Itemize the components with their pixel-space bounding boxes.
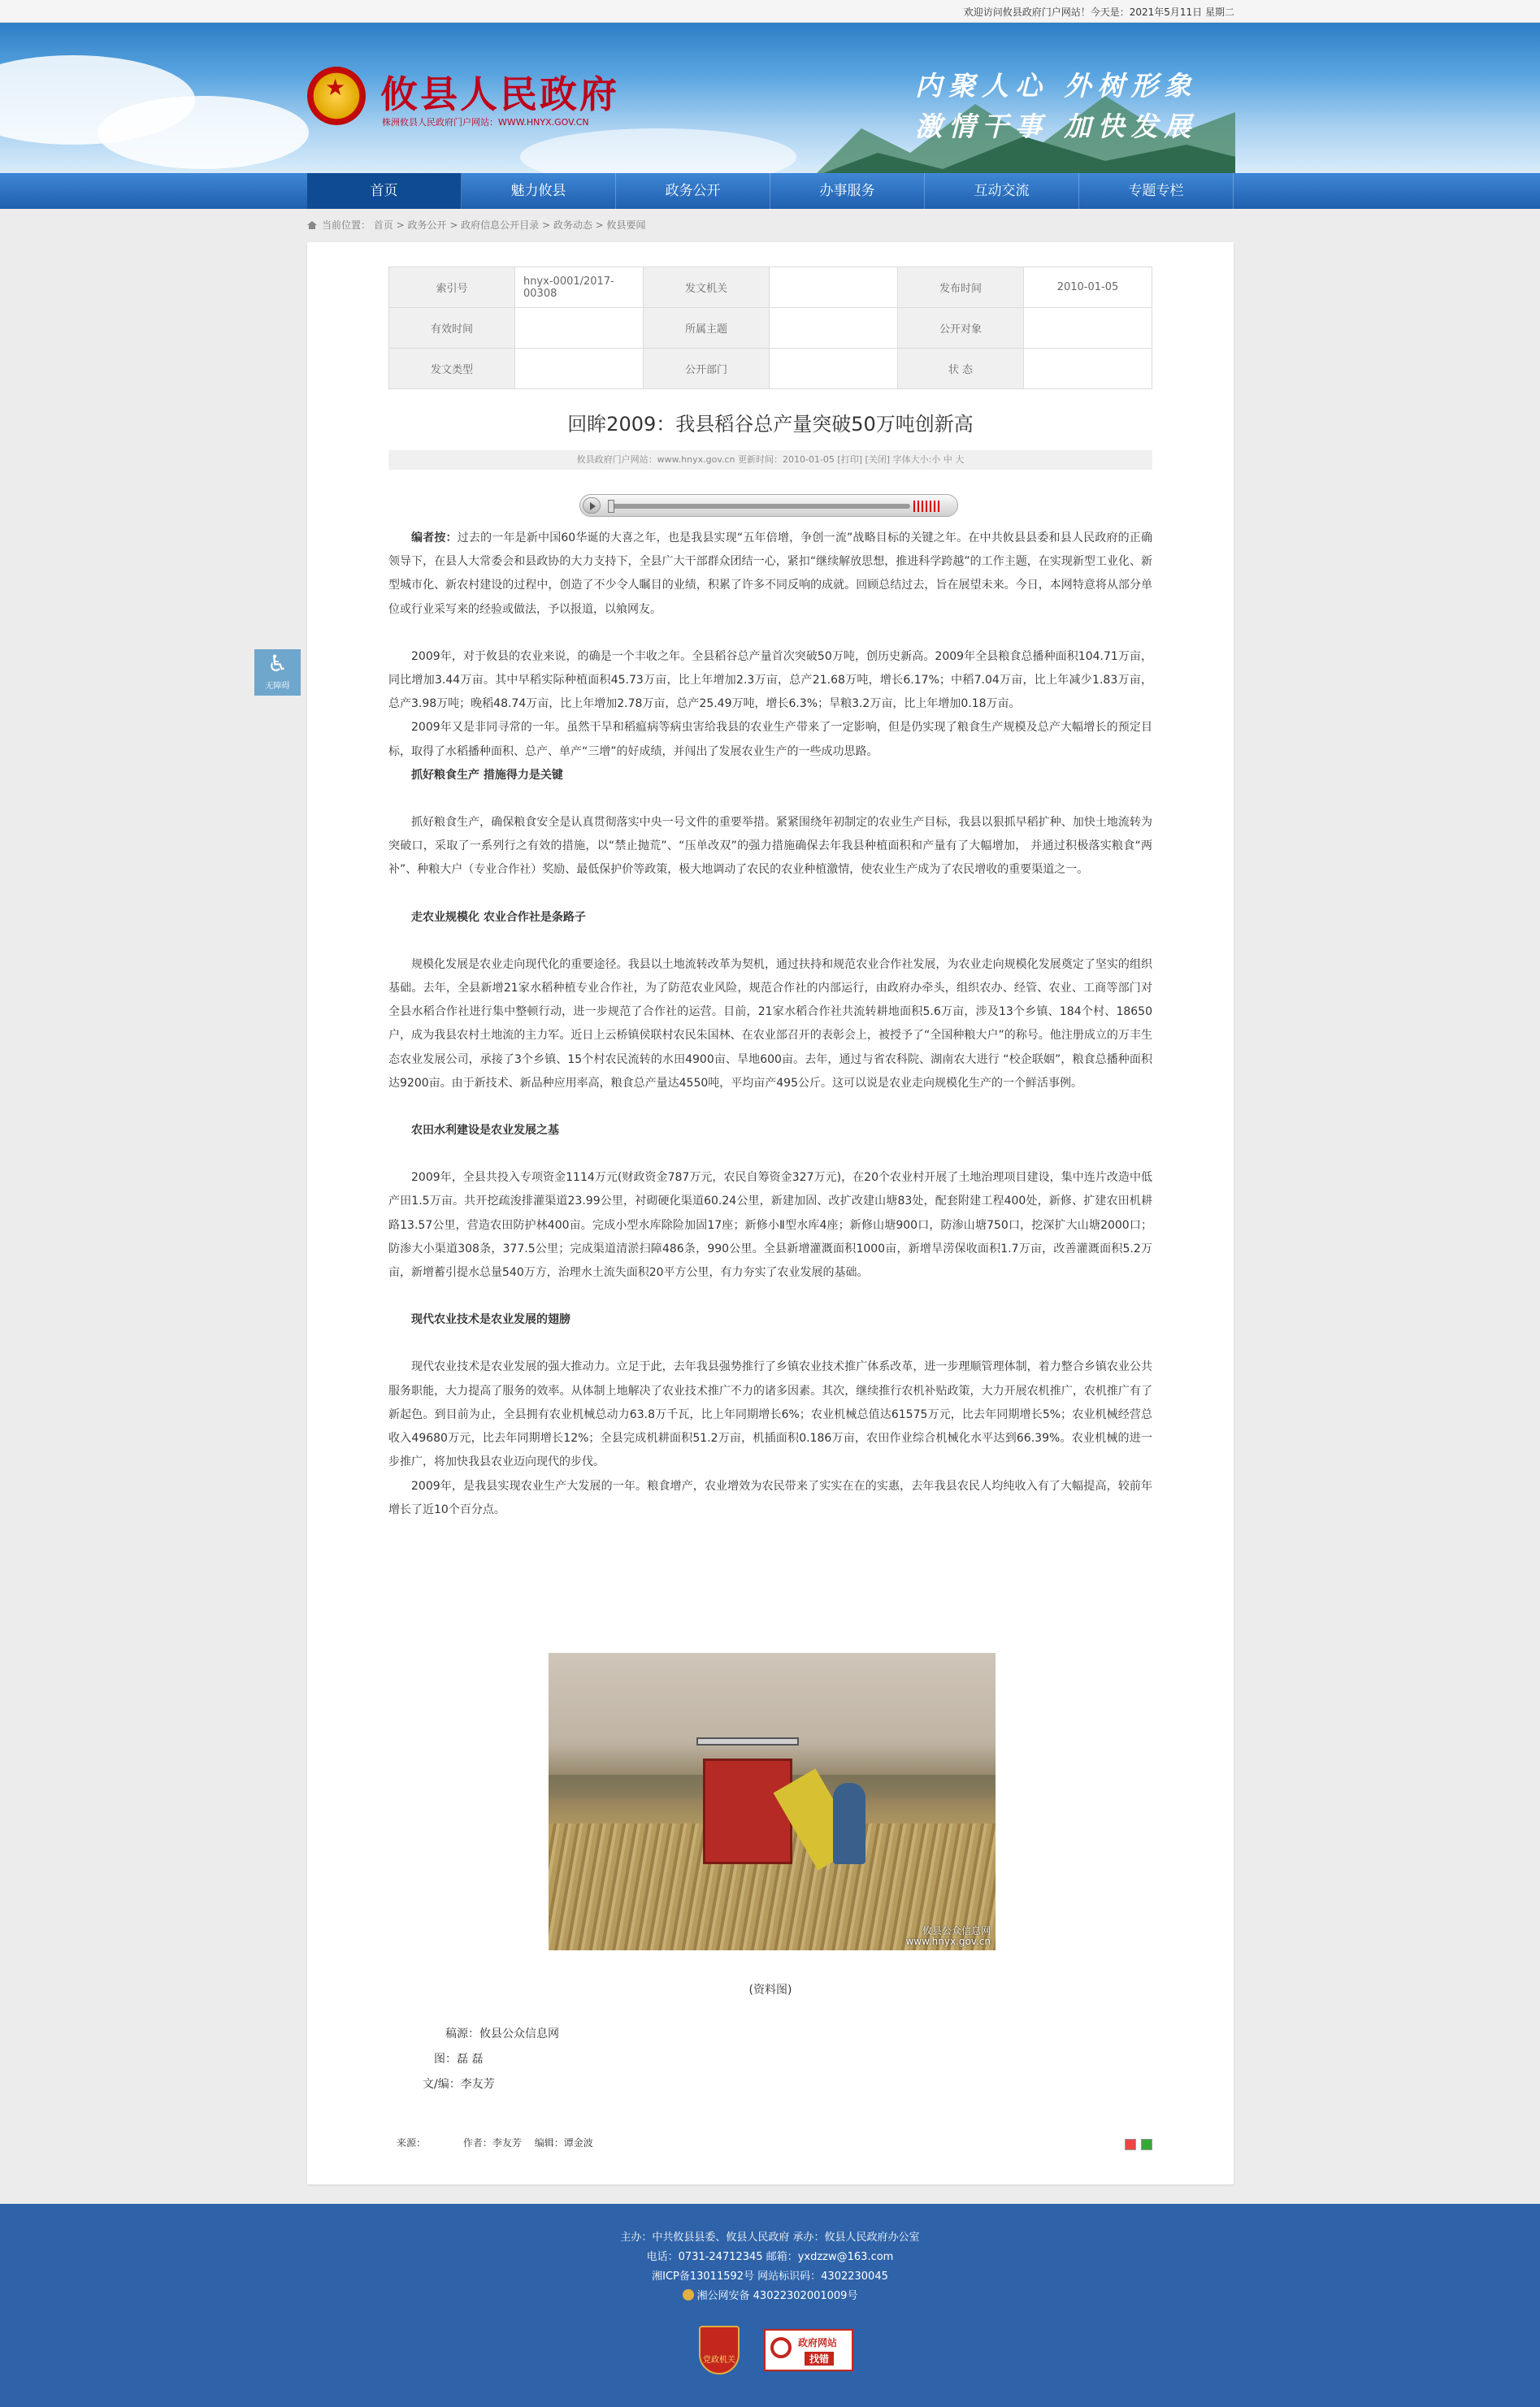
harvest-photo	[549, 1653, 996, 1950]
play-button[interactable]	[583, 497, 601, 514]
article-title: 回眸2009：我县稻谷总产量突破50万吨创新高	[567, 413, 974, 436]
document-metadata-table	[388, 267, 1152, 389]
national-emblem: ★	[307, 67, 366, 125]
breadcrumb-text[interactable]: 当前位置： 首页 > 政务公开 > 政府信息公开目录 > 政务动态 > 攸县要闻	[322, 219, 646, 231]
meta-row	[389, 308, 1152, 349]
author-label: 作者：李友芳	[462, 2137, 522, 2149]
home-icon	[307, 221, 317, 229]
meta-value: hnyx-0001/2017-00308	[515, 267, 644, 308]
footer-sponsor: 主办：中共攸县县委、攸县人民政府 承办：攸县人民政府办公室	[620, 2231, 920, 2244]
report-error-badge[interactable]: 政府网站 找错	[764, 2329, 853, 2371]
breadcrumb	[307, 218, 646, 232]
section-heading: 农田水利建设是农业发展之基	[411, 1124, 559, 1138]
article-body	[388, 527, 1152, 1522]
nav-item-services[interactable]: 办事服务	[770, 173, 925, 209]
welcome-text: 欢迎访问攸县政府门户网站！今天是：2021年5月11日 星期二	[963, 7, 1234, 18]
content-card	[307, 242, 1234, 2184]
photo-caption: (资料图)	[748, 1984, 792, 1997]
meta-row	[389, 349, 1152, 389]
meta-key: 发文机关	[644, 267, 770, 308]
progress-handle[interactable]	[608, 500, 614, 513]
meta-key: 发布时间	[898, 267, 1024, 308]
footer-contact: 电话：0731-24712345 邮箱：yxdzzw@163.com	[646, 2251, 894, 2263]
nav-item-home[interactable]: 首页	[307, 173, 462, 209]
article-paragraph: 现代农业技术是农业发展的强大推动力。立足于此，去年我县强势推行了乡镇农业技术推广体系改革，进一步理顺管理体制，着力整合乡镇农业公共服务职能，大力提高了服务的效率。从体制上地解决了农业技术推广不力的诸多因素。其次，继续推行农机补贴政策，大力开展农机推广，农机推广有了新起色。到目前为止，全县拥有农业机械总动力63.8万千瓦，比上年同期增长6%；农业机械总值达61575万元，比去年同期增长5%；农业机械经营总收入49680万元，比去年同期增长12%；全县完成机耕面积51.2万亩，机插面积0.186万亩，农田作业综合机械化水平达到66.39%。农业机械的进一步推广，将加快我县农业迈向现代的步伐。	[388, 1360, 1152, 1469]
article-paragraph: 2009年，是我县实现农业生产大发展的一年。粮食增产，农业增效为农民带来了实实在在的实惠，去年我县农民人均纯收入有了大幅提高，较前年增长了近10个百分点。	[388, 1479, 1152, 1516]
meta-value	[515, 349, 644, 389]
site-title[interactable]: 攸县人民政府	[380, 72, 619, 116]
wheelchair-icon: ♿	[267, 650, 288, 677]
editor-label: 编辑：谭金波	[534, 2137, 593, 2149]
source-label: 来源：	[397, 2137, 427, 2149]
article-credits	[397, 2022, 559, 2097]
editor-note-text: 过去的一年是新中国60华诞的大喜之年，也是我县实现“五年倍增，争创一流”战略目标的关键之年。在中共攸县县委和县人民政府的正确领导下，在县人大常委会和县政协的大力支持下，全县广大干部群众团结一心，紧扣“继续解放思想，推进科学跨越”的工作主题，在实现新型工业化、新型城市化、新农村建设的过程中，创造了不少令人瞩目的业绩，积累了许多不同反响的成就。回顾总结过去，旨在展望未来。今日，本网特意将从部分单位或行业采写来的经验或做法，予以报道，以飨网友。	[388, 531, 1152, 616]
article-footer-line	[397, 2136, 603, 2149]
meta-value	[1024, 308, 1152, 349]
article-paragraph: 2009年，全县共投入专项资金1114万元(财政资金787万元，农民自筹资金327万元)，在20个农业村开展了土地治理项目建设，集中连片改造中低产田1.5万亩。共开挖疏浚排灌渠道23.99公里，衬砌硬化渠道60.24公里，新建加固、改扩改建山塘83处，配套附建工程400处，新修、扩建农田机耕路13.57公里，营造农田防护林400亩。完成小型水库除险加固17座；新修小Ⅱ型水库4座；新修山塘900口，防渗山塘750口，挖深扩大山塘2000口；防渗大小渠道308条，377.5公里；完成渠道清淤扫障486条，990公里。全县新增灌溉面积1000亩，新增旱涝保收面积1.7万亩，改善灌溉面积5.2万亩，新增蓄引提水总量540万方，治理水土流失面积20平方公里，有力夯实了农业发展的基础。	[388, 1171, 1152, 1280]
meta-value	[1024, 349, 1152, 389]
progress-track[interactable]	[609, 504, 910, 509]
nav-item-topics[interactable]: 专题专栏	[1079, 173, 1234, 209]
article-paragraph: 2009年，对于攸县的农业来说，的确是一个丰收之年。全县稻谷总产量首次突破50万吨，创历史新高。2009年全县粮食总播种面积104.71万亩，同比增加3.44万亩。其中早稻实际种植面积45.73万亩，比上年增加2.3万亩，总产21.68万吨，增长6.17%；中稻7.04万亩，比上年减少1.83万亩，总产3.98万吨；晚稻48.74万亩，比上年增加2.78万亩，总产25.49万吨，增长6.3%；旱粮3.2万亩，比上年增加0.18万亩。	[388, 649, 1152, 711]
meta-key: 所属主题	[644, 308, 770, 349]
meta-value	[770, 349, 898, 389]
meta-key: 公开部门	[644, 349, 770, 389]
cloud-decoration	[98, 96, 309, 169]
site-footer	[0, 2204, 1540, 2407]
credit-source: 稿源：攸县公众信息网	[445, 2028, 559, 2041]
volume-icon[interactable]	[913, 501, 941, 512]
police-badge-icon	[683, 2289, 694, 2301]
nav-item-charm[interactable]: 魅力攸县	[462, 173, 616, 209]
article-info-bar[interactable]: 攸县政府门户网站：www.hnyx.gov.cn 更新时间：2010-01-05 [打印] [关闭] 字体大小:小 中 大	[388, 450, 1152, 470]
footer-police-record[interactable]: 湘公网安备 43022302001009号	[0, 2287, 1540, 2306]
audio-player	[579, 494, 958, 517]
meta-value	[515, 308, 644, 349]
section-heading: 走农业规模化 农业合作社是条路子	[411, 910, 586, 924]
meta-value	[770, 308, 898, 349]
site-subtitle: 株洲攸县人民政府门户网站：WWW.HNYX.GOV.CN	[382, 117, 589, 128]
footer-icp[interactable]: 湘ICP备13011592号 网站标识码：4302230045	[652, 2270, 888, 2283]
accessibility-label: 无障碍	[265, 682, 290, 691]
top-bar	[0, 0, 1540, 23]
magnifier-icon	[770, 2337, 792, 2358]
accessibility-button[interactable]	[254, 649, 301, 696]
meta-key: 公开对象	[898, 308, 1024, 349]
article-paragraph: 2009年又是非同寻常的一年。虽然干旱和稻瘟病等病虫害给我县的农业生产带来了一定影响，但是仍实现了粮食生产规模及总产大幅增长的预定目标，取得了水稻播种面积、总产、单产“三增”的好成绩，并闯出了发展农业生产的一些成功思路。	[388, 721, 1152, 758]
article-paragraph: 规模化发展是农业走向现代化的重要途径。我县以土地流转改革为契机，通过扶持和规范农业合作社发展，为农业走向规模化发展奠定了坚实的组织基础。去年，全县新增21家水稻种植专业合作社，为了防范农业风险，规范合作社的内部运行，由政府办牵头，组织农办、经管、农业、工商等部门对全县水稻合作社进行集中整顿行动，进一步规范了合作社的运营。目前，21家水稻合作社共流转耕地面积5.6万亩，涉及13个乡镇、184个村、18650户，成为我县农村土地流的主力军。近日上云桥镇侯联村农民朱国林、在农业部召开的表彰会上，被授予了“全国种粮大户”的称号。他注册成立的万丰生态农业发展公司，承接了3个乡镇、15个村农民流转的水田4900亩、旱地600亩。去年，通过与省农科院、湖南农大进行 “校企联姻”，粮食总播种面积达9200亩。由于新技术、新品种应用率高，粮食总产量达4550吨，平均亩产495公斤。这可以说是农业走向规模化生产的一个鲜活事例。	[388, 957, 1152, 1090]
print-icon[interactable]	[1125, 2139, 1136, 2150]
editor-note	[388, 527, 1152, 622]
meta-key: 有效时间	[389, 308, 515, 349]
party-government-badge[interactable]: 党政机关	[699, 2326, 740, 2374]
meta-key: 状 态	[898, 349, 1024, 389]
share-icons	[1125, 2139, 1152, 2150]
meta-value	[770, 267, 898, 308]
meta-key: 发文类型	[389, 349, 515, 389]
nav-item-interaction[interactable]: 互动交流	[925, 173, 1079, 209]
meta-key: 索引号	[389, 267, 515, 308]
site-header	[0, 23, 1540, 173]
photo-watermark: 攸县公众信息网 www.hnyx.gov.cn	[905, 1925, 991, 1947]
main-nav	[0, 173, 1540, 209]
meta-value: 2010-01-05	[1024, 267, 1152, 308]
credit-editor: 文/编：李友芳	[423, 2078, 495, 2091]
slogan-line-2: 激情干事 加快发展	[915, 111, 1198, 142]
section-heading: 现代农业技术是农业发展的翅膀	[411, 1313, 570, 1327]
slogan-line-1: 内聚人心 外树形象	[915, 70, 1198, 102]
share-icon[interactable]	[1141, 2139, 1152, 2150]
cloud-decoration	[520, 128, 796, 173]
article-paragraph: 抓好粮食生产，确保粮食安全是认真贯彻落实中央一号文件的重要举措。紧紧围绕年初制定的农业生产目标，我县以狠抓早稻扩种、加快土地流转为突破口，采取了一系列行之有效的措施，以“禁止抛荒”、“压单改双”的强力措施确保去年我县种植面积和产量有了大幅增加， 并通过积极落实粮食“两补”、种粮大户（专业合作社）奖励、最低保护价等政策，极大地调动了农民的农业种植激情，使农业生产成为了农民增收的重要渠道之一。	[388, 816, 1152, 877]
section-heading: 抓好粮食生产 措施得力是关键	[411, 768, 563, 782]
credit-photo: 图：磊 磊	[434, 2053, 484, 2066]
meta-row	[389, 267, 1152, 308]
nav-item-government-affairs[interactable]: 政务公开	[616, 173, 770, 209]
editor-note-label: 编者按：	[411, 531, 458, 544]
